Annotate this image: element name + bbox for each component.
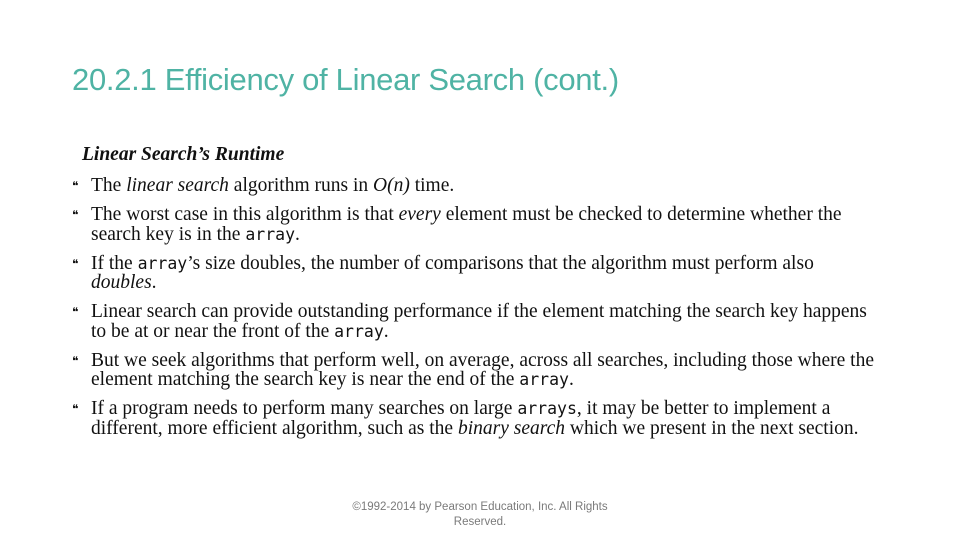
italic-text: every <box>398 204 441 225</box>
bullet-text: time. <box>409 175 455 196</box>
copyright-footer: ©1992-2014 by Pearson Education, Inc. All Rights Reserved. <box>352 501 608 528</box>
code-text: array <box>334 321 384 341</box>
bullet-item <box>72 351 884 390</box>
bullet-text: . <box>295 223 300 245</box>
bullet-item <box>72 399 884 438</box>
bullet-text: . <box>151 272 157 293</box>
bullet-text: If a program needs to perform many searches on large <box>91 398 518 419</box>
ornate-bullet-icon: ❝ <box>72 179 79 193</box>
italic-text: O(n) <box>373 175 410 196</box>
bullet-item <box>72 205 884 244</box>
bullet-text: The worst case in this algorithm is that <box>91 204 399 225</box>
slide-title: 20.2.1 Efficiency of Linear Search (cont.) <box>72 62 619 97</box>
bullet-item <box>72 176 884 196</box>
bullet-text: The <box>91 175 127 196</box>
bullet-text: Linear search can provide outstanding performance if the element matching the search key happens to be at or near the front of the <box>91 301 867 342</box>
code-text: array <box>519 370 569 389</box>
subheading: Linear Search’s Runtime <box>82 144 285 165</box>
code-text: array <box>137 253 188 273</box>
bullet-text: But we seek algorithms that perform well, on average, across all searches, including those where the element matching the search key is near the end of the <box>91 349 874 390</box>
bullet-item <box>72 254 884 293</box>
code-text: arrays <box>517 399 577 418</box>
bullet-text: which we present in the next section. <box>565 417 859 439</box>
bullet-text: element must be checked to determine whether the search key is in the <box>91 204 842 245</box>
italic-text: doubles <box>91 272 152 293</box>
bullet-item <box>72 302 884 341</box>
ornate-bullet-icon: ❝ <box>72 402 79 416</box>
italic-text: binary search <box>457 417 566 439</box>
bullet-text: , it may be better to implement a different, more efficient algorithm, such as the <box>91 398 831 439</box>
ornate-bullet-icon: ❝ <box>72 256 79 271</box>
code-text: array <box>245 224 295 244</box>
bullet-text: . <box>383 320 389 342</box>
bullet-text: ’s size doubles, the number of comparisons that the algorithm must perform also <box>187 252 814 274</box>
slide-body <box>72 144 884 448</box>
ornate-bullet-icon: ❝ <box>72 305 79 319</box>
italic-text: linear search <box>126 175 229 196</box>
ornate-bullet-icon: ❝ <box>72 353 79 368</box>
bullet-text: If the <box>91 252 138 274</box>
bullet-text: algorithm runs in <box>228 175 373 196</box>
bullet-list <box>72 176 884 438</box>
bullet-text: . <box>568 369 574 390</box>
ornate-bullet-icon: ❝ <box>72 208 79 222</box>
